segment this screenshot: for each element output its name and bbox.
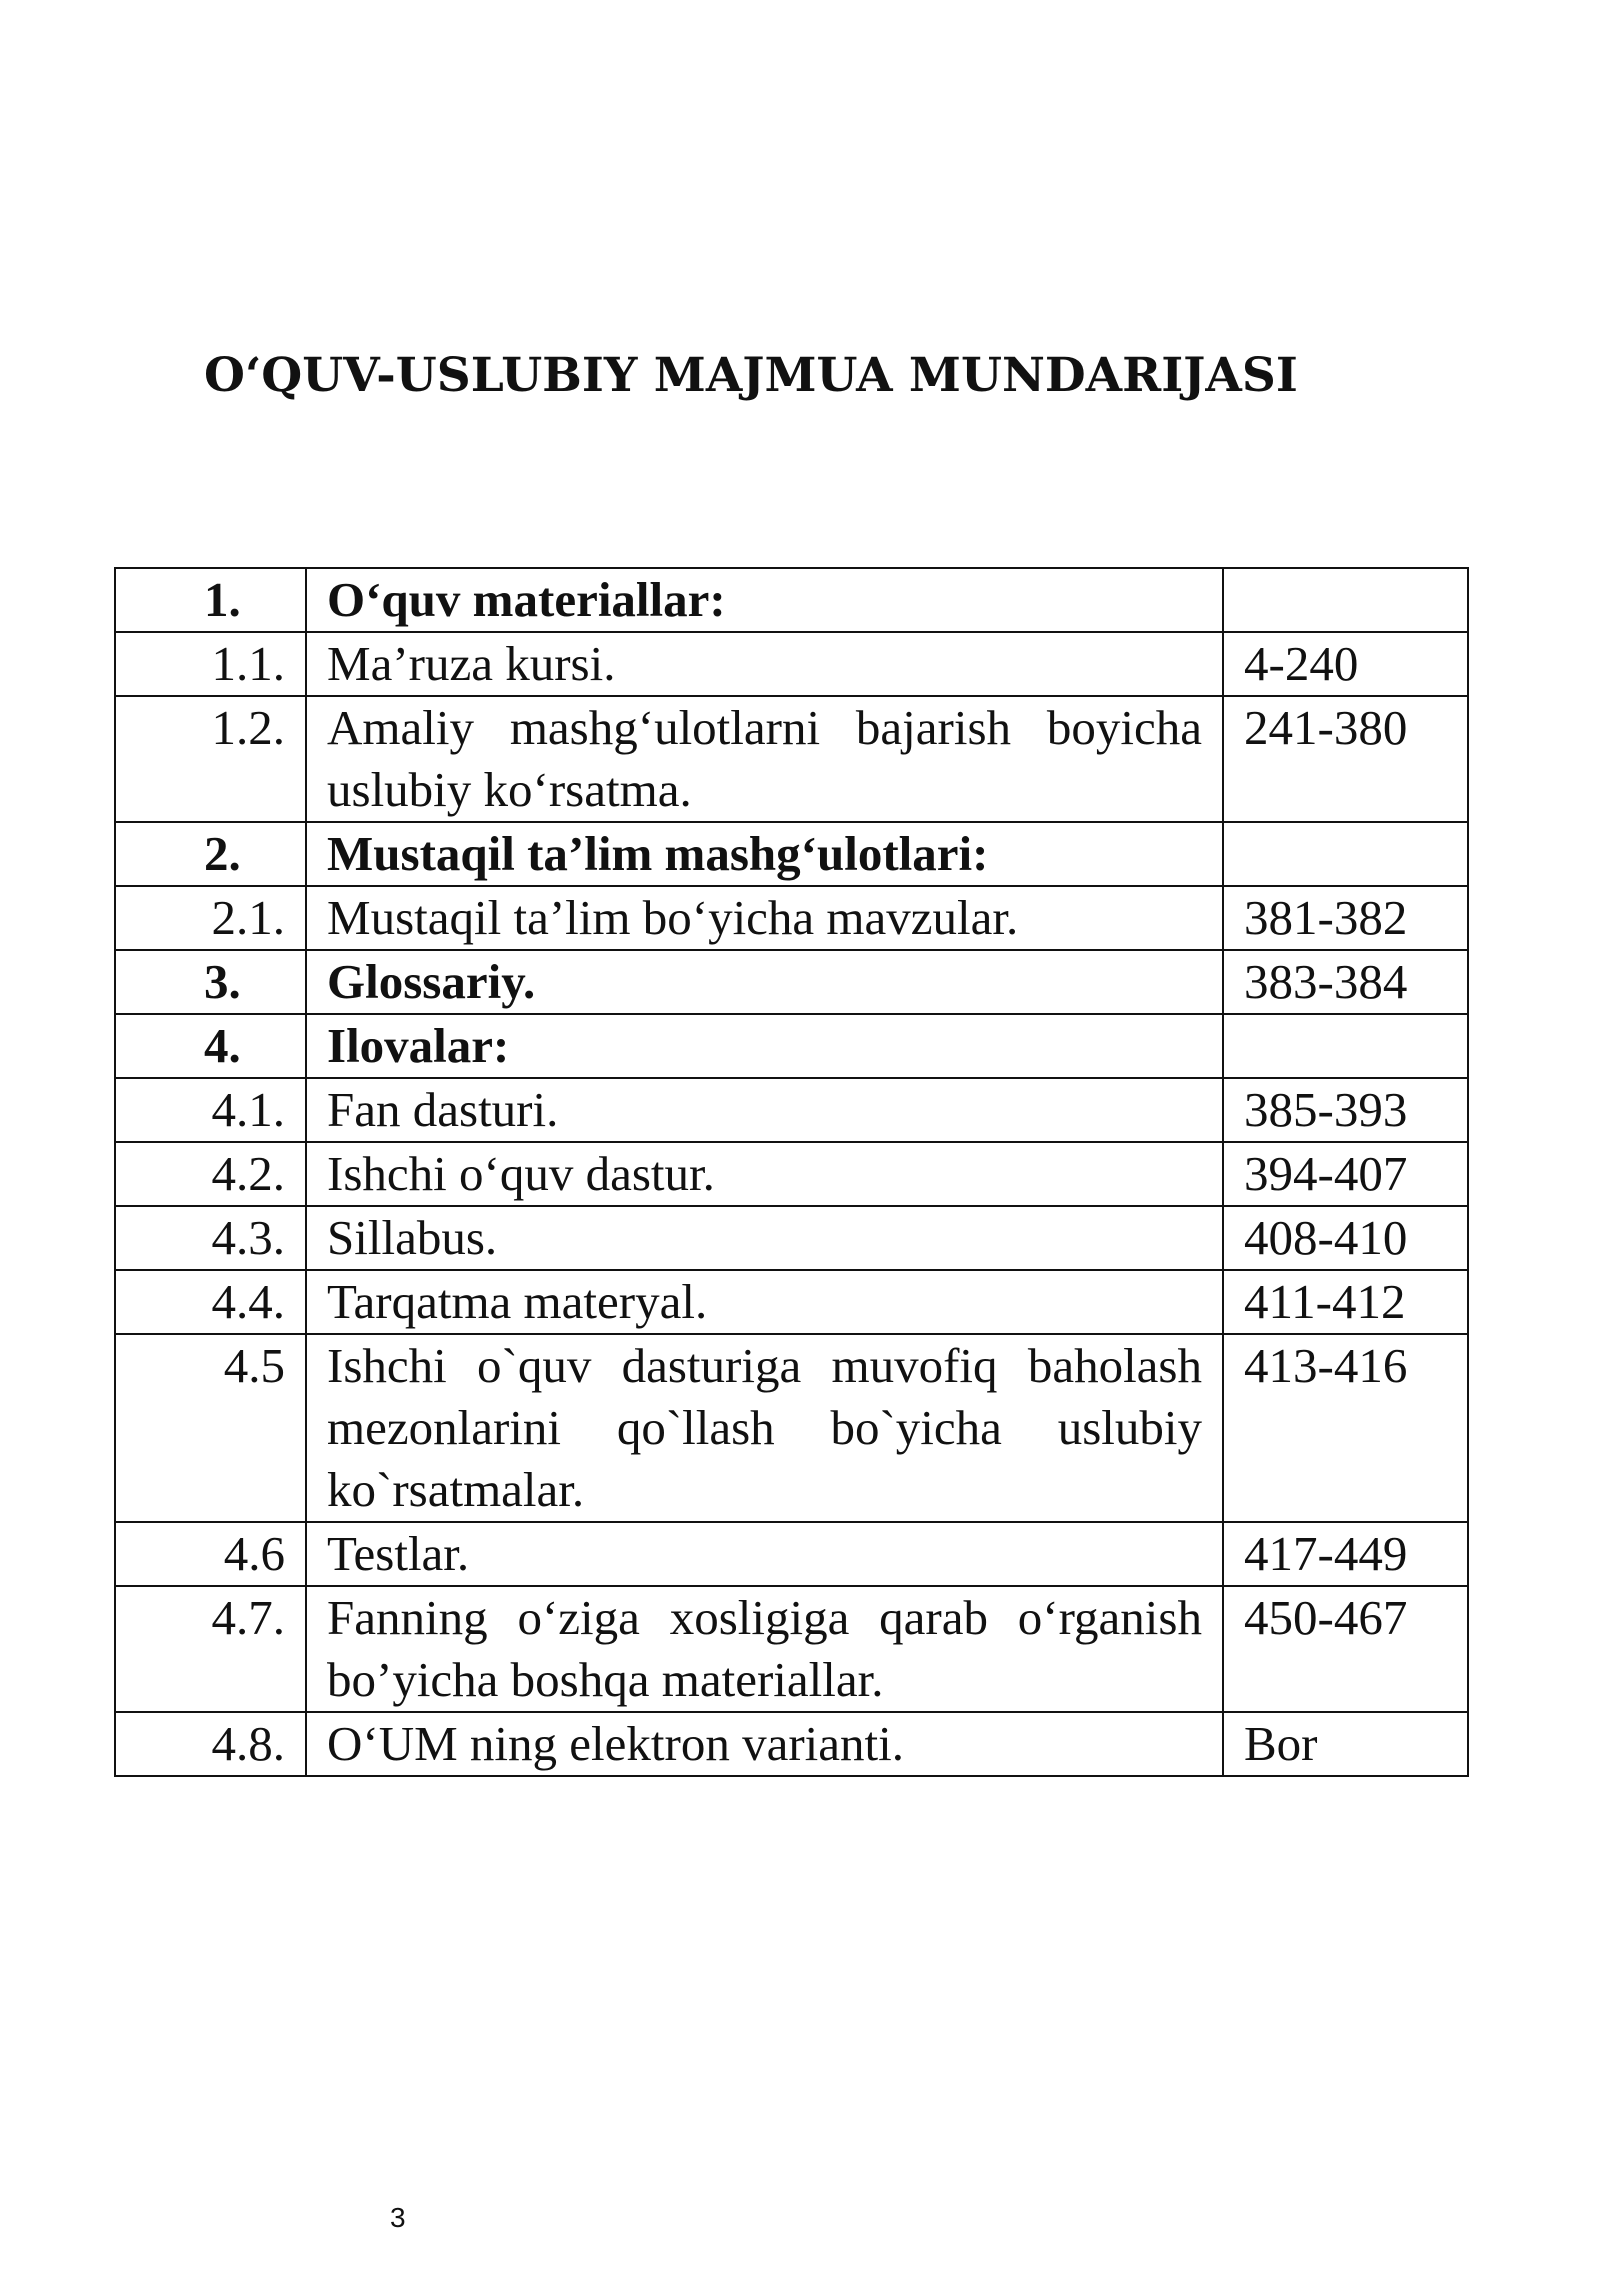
page-range: 241-380 xyxy=(1223,696,1468,822)
section-number: 4.7. xyxy=(115,1586,306,1712)
table-row xyxy=(115,568,1468,632)
section-number: 3. xyxy=(115,950,306,1014)
section-number: 4. xyxy=(115,1014,306,1078)
section-title: Ilovalar: xyxy=(306,1014,1223,1078)
section-title: Tarqatma materyal. xyxy=(306,1270,1223,1334)
section-number: 2. xyxy=(115,822,306,886)
section-number: 1.1. xyxy=(115,632,306,696)
section-title: Mustaqil ta’lim bo‘yicha mavzular. xyxy=(306,886,1223,950)
table-row xyxy=(115,1586,1468,1712)
section-number: 2.1. xyxy=(115,886,306,950)
section-number: 1.2. xyxy=(115,696,306,822)
section-title: Sillabus. xyxy=(306,1206,1223,1270)
section-number: 4.2. xyxy=(115,1142,306,1206)
table-row xyxy=(115,1334,1468,1522)
table-row xyxy=(115,1014,1468,1078)
page-range: 385-393 xyxy=(1223,1078,1468,1142)
section-number: 4.4. xyxy=(115,1270,306,1334)
page-number: 3 xyxy=(390,2202,406,2233)
table-row xyxy=(115,1712,1468,1776)
table-row xyxy=(115,632,1468,696)
page-range xyxy=(1223,822,1468,886)
page-range: Bor xyxy=(1223,1712,1468,1776)
section-number: 1. xyxy=(115,568,306,632)
section-title: O‘UM ning elektron varianti. xyxy=(306,1712,1223,1776)
section-title: Ishchi o`quv dasturiga muvofiq baholash mezonlarini qo`llash bo`yicha uslubiy ko`rsatmalar. xyxy=(306,1334,1223,1522)
section-title: Glossariy. xyxy=(306,950,1223,1014)
section-title: Ma’ruza kursi. xyxy=(306,632,1223,696)
table-row xyxy=(115,696,1468,822)
page-range: 408-410 xyxy=(1223,1206,1468,1270)
page-range: 411-412 xyxy=(1223,1270,1468,1334)
section-number: 4.1. xyxy=(115,1078,306,1142)
document-title: O‘QUV-USLUBIY MAJMUA MUNDARIJASI xyxy=(204,348,1298,403)
page-range: 381-382 xyxy=(1223,886,1468,950)
page-range: 413-416 xyxy=(1223,1334,1468,1522)
section-title: Fanning o‘ziga xosligiga qarab o‘rganish bo’yicha boshqa materiallar. xyxy=(306,1586,1223,1712)
section-title: Mustaqil ta’lim mashg‘ulotlari: xyxy=(306,822,1223,886)
page-range: 394-407 xyxy=(1223,1142,1468,1206)
page-range: 450-467 xyxy=(1223,1586,1468,1712)
section-title: O‘quv materiallar: xyxy=(306,568,1223,632)
page-range: 417-449 xyxy=(1223,1522,1468,1586)
table-row xyxy=(115,1206,1468,1270)
section-number: 4.8. xyxy=(115,1712,306,1776)
page-range: 4-240 xyxy=(1223,632,1468,696)
section-title: Amaliy mashg‘ulotlarni bajarish boyicha uslubiy ko‘rsatma. xyxy=(306,696,1223,822)
section-title: Testlar. xyxy=(306,1522,1223,1586)
section-title: Fan dasturi. xyxy=(306,1078,1223,1142)
table-row xyxy=(115,1078,1468,1142)
table-row xyxy=(115,1522,1468,1586)
section-number: 4.6 xyxy=(115,1522,306,1586)
section-number: 4.5 xyxy=(115,1334,306,1522)
page-range xyxy=(1223,1014,1468,1078)
table-row xyxy=(115,1142,1468,1206)
table-row xyxy=(115,950,1468,1014)
contents-table xyxy=(114,567,1469,1777)
page-range: 383-384 xyxy=(1223,950,1468,1014)
page-range xyxy=(1223,568,1468,632)
table-row xyxy=(115,1270,1468,1334)
section-title: Ishchi o‘quv dastur. xyxy=(306,1142,1223,1206)
table-row xyxy=(115,886,1468,950)
table-row xyxy=(115,822,1468,886)
section-number: 4.3. xyxy=(115,1206,306,1270)
